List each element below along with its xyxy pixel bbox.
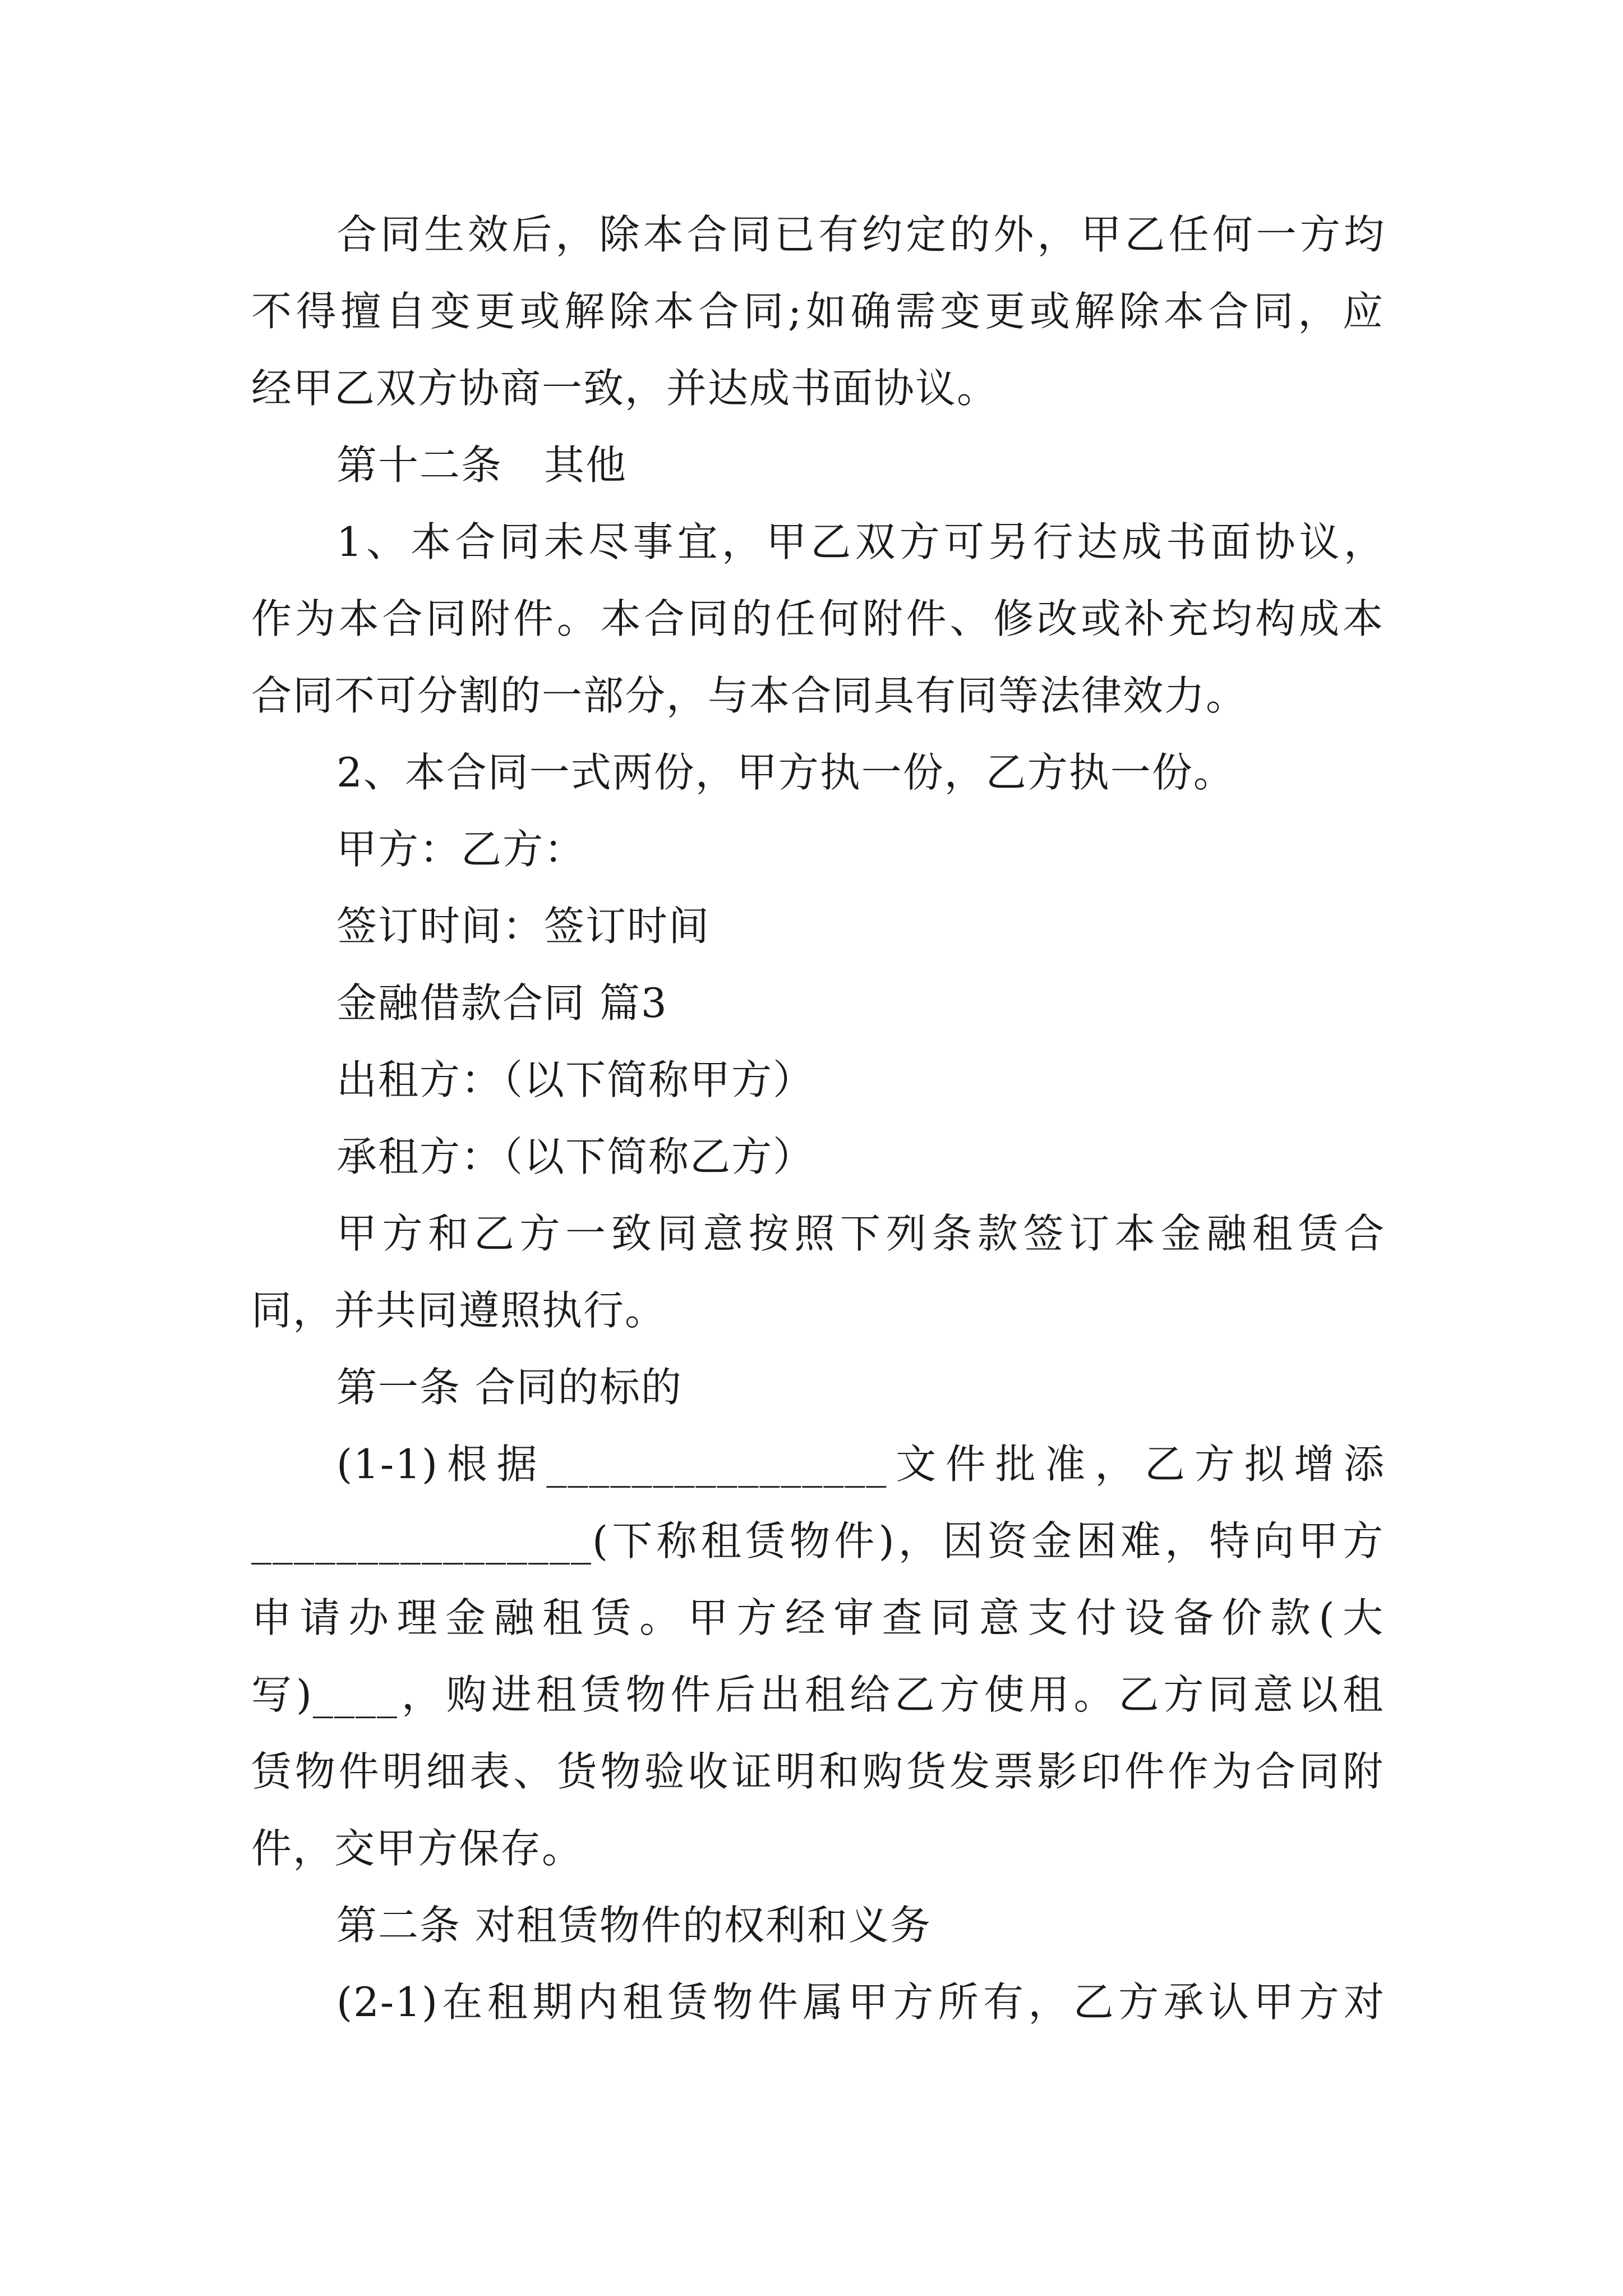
- paragraph-line: 赁物件明细表、货物验收证明和购货发票影印件作为合同附: [251, 1748, 1384, 1795]
- section-heading: 第十二条 其他: [336, 441, 628, 489]
- section-heading: 第二条 对租赁物件的权利和义务: [336, 1902, 932, 1949]
- paragraph-line: (2-1)在租期内租赁物件属甲方所有，乙方承认甲方对: [336, 1978, 1385, 2026]
- section-heading: 第一条 合同的标的: [336, 1364, 683, 1411]
- paragraph-line: 1、本合同未尽事宜，甲乙双方可另行达成书面协议，: [336, 518, 1385, 565]
- paragraph-line: 合同不可分割的一部分，与本合同具有同等法律效力。: [251, 672, 1248, 719]
- paragraph-line: 申请办理金融租赁。甲方经审查同意支付设备价款(大: [251, 1594, 1384, 1641]
- paragraph-line: (1-1)根据________________文件批准，乙方拟增添: [336, 1441, 1385, 1488]
- signature-parties: 甲方：乙方：: [336, 826, 586, 873]
- paragraph-line: 作为本合同附件。本合同的任何附件、修改或补充均构成本: [251, 595, 1384, 642]
- lessor-line: 出租方：（以下简称甲方）: [336, 1056, 815, 1103]
- paragraph-line: 合同生效后，除本合同已有约定的外，甲乙任何一方均: [336, 211, 1385, 258]
- paragraph-line: 不得擅自变更或解除本合同;如确需变更或解除本合同，应: [251, 288, 1384, 335]
- paragraph-line: 甲方和乙方一致同意按照下列条款签订本金融租赁合: [336, 1210, 1385, 1257]
- paragraph-line: 2、本合同一式两份，甲方执一份，乙方执一份。: [336, 749, 1235, 796]
- paragraph-line: 写)____，购进租赁物件后出租给乙方使用。乙方同意以租: [251, 1671, 1384, 1718]
- document-title: 金融借款合同 篇3: [336, 979, 668, 1027]
- lessee-line: 承租方：（以下简称乙方）: [336, 1133, 815, 1180]
- paragraph-line: ________________(下称租赁物件)，因资金困难，特向甲方: [251, 1517, 1384, 1565]
- paragraph-line: 经甲乙双方协商一致，并达成书面协议。: [251, 365, 999, 412]
- paragraph-line: 件，交甲方保存。: [251, 1825, 584, 1872]
- paragraph-line: 同，并共同遵照执行。: [251, 1287, 667, 1334]
- signing-time: 签订时间：签订时间: [336, 903, 711, 950]
